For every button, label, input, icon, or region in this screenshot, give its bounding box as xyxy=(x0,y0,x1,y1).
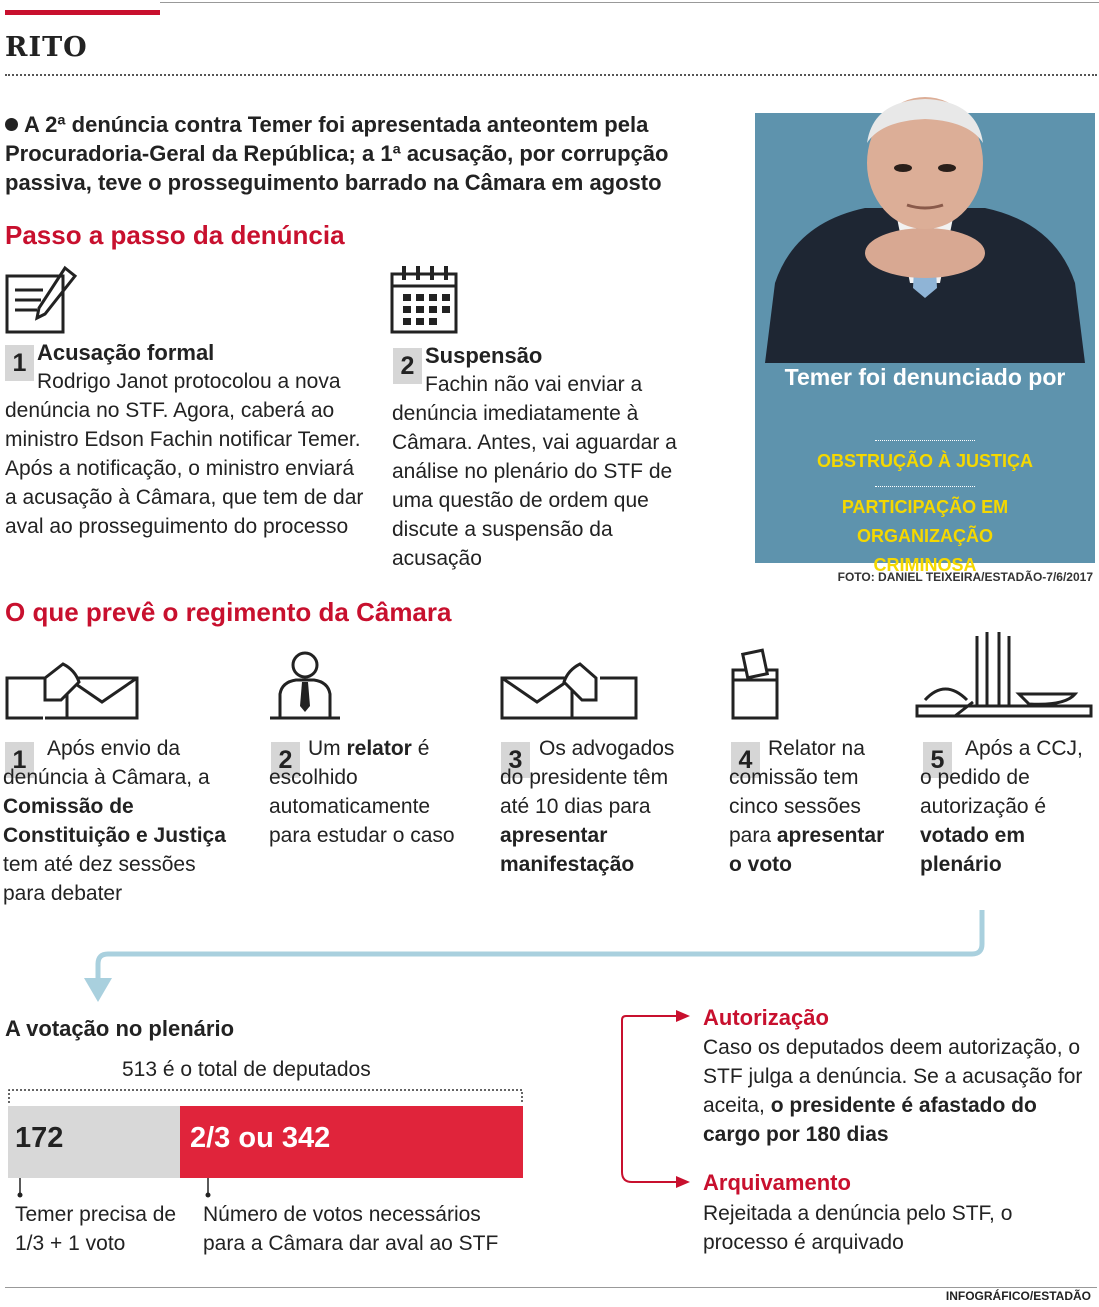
passo-step-2-title xyxy=(425,341,542,370)
outcome-2-title: Arquivamento xyxy=(703,1170,851,1195)
congress-building-icon xyxy=(915,628,1095,724)
temer-portrait-image xyxy=(755,113,1095,363)
photo-credit: FOTO: DANIEL TEIXEIRA/ESTADÃO-7/6/2017 xyxy=(837,570,1093,584)
intro-text: A 2ª denúncia contra Temer foi apresentada anteontem pela Procuradoria-Geral da República; a 1ª acusação, por corrupção passiva, teve o prosseguimento barrado na Câmara em agosto xyxy=(5,112,669,195)
passo-step-2-title-text: Suspensão xyxy=(425,343,543,368)
outcome-1-text xyxy=(703,1033,1098,1149)
regimento-step-2-part-2: é escolhido automaticamente para estudar o caso xyxy=(269,737,455,847)
regimento-step-3-part-0: Os advogados do presidente têm até 10 dias para xyxy=(500,737,675,818)
bar-gray-label: 172 xyxy=(15,1122,64,1154)
photo-divider-1 xyxy=(875,440,975,441)
passo-heading: Passo a passo da denúncia xyxy=(5,220,345,250)
passo-step-2-text: Fachin não vai enviar a denúncia imediatamente à Câmara. Antes, vai aguardar a análise no plenário do STF de uma questão de ordem que discute a suspensão da acusação xyxy=(392,373,677,570)
bar-red-label: 2/3 ou 342 xyxy=(190,1122,331,1154)
regimento-step-3-number: 3 xyxy=(501,742,530,778)
passo-step-1-title-text: Acusação formal xyxy=(37,340,215,365)
regimento-step-5-part-0: Após a CCJ, o pedido de autorização é xyxy=(920,737,1083,818)
flow-arrow xyxy=(80,908,1000,1008)
regimento-step-3-part-1: apresentar manifestação xyxy=(500,824,635,876)
calendar-icon xyxy=(390,264,460,336)
votacao-heading: A votação no plenário xyxy=(5,1016,235,1041)
photo-divider-2 xyxy=(875,486,975,487)
top-red-rule xyxy=(5,10,160,15)
outcome-1-title: Autorização xyxy=(703,1005,829,1030)
regimento-step-4-text xyxy=(729,734,889,879)
regimento-step-2-number: 2 xyxy=(271,742,300,778)
outcome-1-part-0: Caso os deputados deem autorização, o STF julga a denúncia. Se a acusação for aceita, xyxy=(703,1036,1083,1117)
outcome-arrows xyxy=(620,1006,695,1196)
passo-step-1-text: Rodrigo Janot protocolou a nova denúncia no STF. Agora, caberá ao ministro Edson Fachin notificar Temer. Após a notificação, o ministro enviará a acusação à Câmara, que tem de dar aval ao prosseguimento do processo xyxy=(5,370,364,538)
regimento-step-4-part-1: apresentar o voto xyxy=(729,824,885,876)
document-pen-icon xyxy=(5,266,80,336)
regimento-step-4-number: 4 xyxy=(731,742,760,778)
bullet-icon xyxy=(5,118,18,131)
gray-note: Temer precisa de 1/3 + 1 voto xyxy=(15,1203,177,1255)
regimento-heading: O que prevê o regimento da Câmara xyxy=(5,597,452,627)
bar-ticks xyxy=(15,1178,215,1198)
regimento-step-2-part-1: relator xyxy=(346,737,412,760)
outcome-2-text xyxy=(703,1199,1033,1257)
top-gray-rule xyxy=(160,2,1099,3)
regimento-step-2-text xyxy=(269,734,469,850)
red-note: Número de votos necessários para a Câmara dar aval ao STF xyxy=(203,1203,499,1255)
person-tie-icon xyxy=(270,650,340,722)
passo-step-1-title xyxy=(37,338,214,367)
envelope-hand-icon-2 xyxy=(500,660,640,722)
section-title: RITO xyxy=(5,32,88,63)
photo-title: Temer foi denunciado por xyxy=(784,364,1066,390)
regimento-step-5-part-1: votado em plenário xyxy=(920,824,1026,876)
votacao-total-label: 513 é o total de deputados xyxy=(122,1058,371,1081)
intro-paragraph xyxy=(5,110,705,197)
ballot-box-icon xyxy=(730,650,780,722)
photo-item-1: OBSTRUÇÃO À JUSTIÇA xyxy=(816,451,1033,471)
regimento-step-4-part-0: Relator na comissão tem cinco sessões para xyxy=(729,737,865,847)
regimento-step-1-part-2: tem até dez sessões para debater xyxy=(3,853,196,905)
regimento-step-2-part-0: Um xyxy=(308,737,347,760)
footer-credit: INFOGRÁFICO/ESTADÃO xyxy=(945,1289,1091,1303)
regimento-step-5-text xyxy=(920,734,1090,879)
regimento-step-1-text xyxy=(3,734,233,908)
regimento-step-1-number: 1 xyxy=(5,742,34,778)
total-bracket xyxy=(8,1088,524,1104)
regimento-step-3-text xyxy=(500,734,700,879)
regimento-step-5-number: 5 xyxy=(923,742,952,778)
envelope-hand-icon xyxy=(5,660,140,722)
photo-panel xyxy=(755,113,1095,575)
regimento-step-1-part-0: Após envio da denúncia à Câmara, a xyxy=(3,737,210,789)
photo-item-2: PARTICIPAÇÃO EM ORGANIZAÇÃO CRIMINOSA xyxy=(841,497,1009,575)
regimento-step-1-part-1: Comissão de Constituição e Justiça xyxy=(3,795,226,847)
outcome-1-part-1: o presidente é afastado do cargo por 180 dias xyxy=(703,1094,1037,1146)
passo-step-2-number: 2 xyxy=(393,348,422,384)
passo-step-1-number: 1 xyxy=(5,345,34,381)
outcome-2-part-0: Rejeitada a denúncia pelo STF, o processo é arquivado xyxy=(703,1202,1013,1254)
dotted-divider xyxy=(5,74,1097,76)
bottom-rule xyxy=(5,1287,1097,1288)
